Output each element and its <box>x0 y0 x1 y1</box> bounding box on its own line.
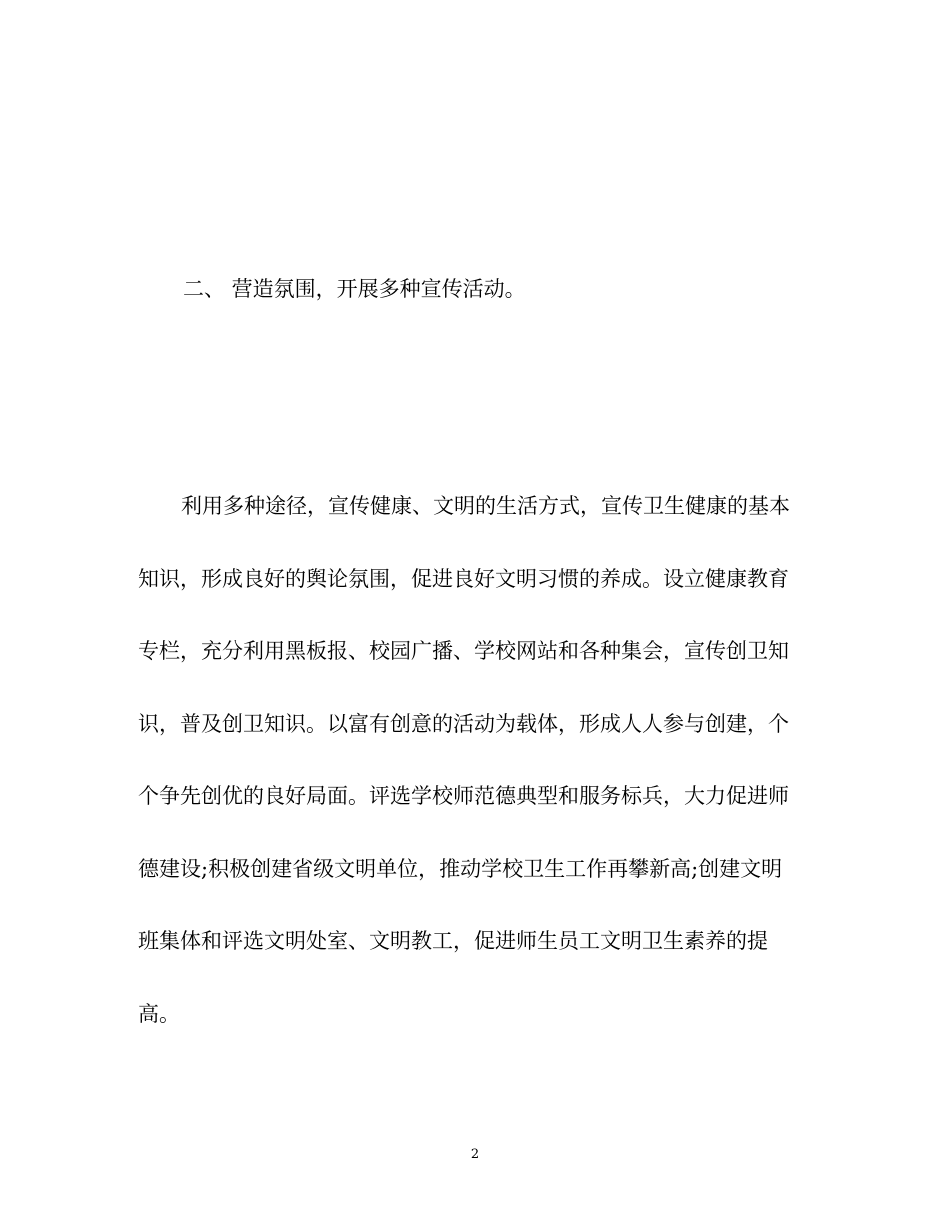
paragraph-line: 专栏，充分利用黑板报、校园广播、学校网站和各种集会，宣传创卫知 <box>138 639 789 663</box>
paragraph-line: 识，普及创卫知识。以富有创意的活动为载体，形成人人参与创建，个 <box>138 711 789 736</box>
paragraph-line: 高。 <box>138 1001 180 1026</box>
paragraph-line: 个争先创优的良好局面。评选学校师范德典型和服务标兵，大力促进师 <box>138 784 789 808</box>
body-paragraph <box>138 488 818 1068</box>
paragraph-line: 利用多种途径，宣传健康、文明的生活方式，宣传卫生健康的基本 <box>181 494 790 518</box>
paragraph-line: 班集体和评选文明处室、文明教工，促进师生员工文明卫生素养的提 <box>138 929 768 953</box>
section-heading: 二、 营造氛围，开展多种宣传活动。 <box>183 277 526 301</box>
paragraph-line: 知识，形成良好的舆论氛围，促进良好文明习惯的养成。设立健康教育 <box>138 566 789 591</box>
page-number: 2 <box>470 1147 480 1162</box>
paragraph-line: 德建设;积极创建省级文明单位，推动学校卫生工作再攀新高;创建文明 <box>138 856 783 881</box>
